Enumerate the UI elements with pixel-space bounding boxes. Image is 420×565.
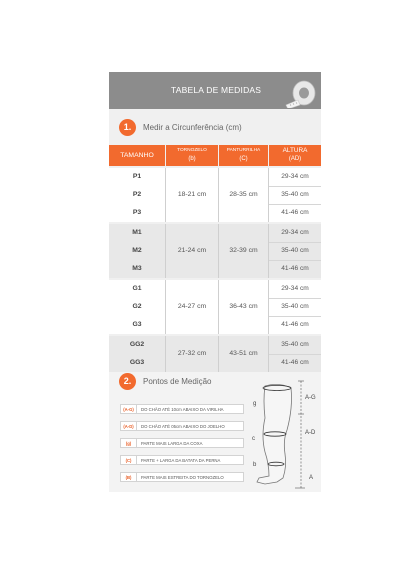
size-cell: GG3 (129, 359, 145, 366)
row-divider (269, 354, 321, 355)
size-cell: P2 (132, 191, 142, 198)
size-group (109, 168, 321, 222)
size-cell: GG2 (129, 341, 145, 348)
row-divider (269, 316, 321, 317)
height-cell: 41-46 cm (281, 359, 309, 366)
measurement-point-row (120, 455, 244, 465)
diagram-label-c: c (252, 436, 255, 442)
measurement-point-row (120, 404, 244, 414)
col-header-calf: PANTURRILHA (C) (219, 145, 268, 166)
row-divider (269, 260, 321, 261)
size-group (109, 280, 321, 334)
diagram-label-ad: A-D (305, 430, 316, 436)
calf-cell: 32-39 cm (229, 247, 258, 254)
measuring-tape-icon (284, 76, 318, 108)
size-group (109, 224, 321, 278)
height-cell: 35-40 cm (281, 341, 309, 348)
ankle-cell: 21-24 cm (177, 247, 207, 254)
size-cell: P3 (132, 209, 142, 216)
diagram-label-b: b (253, 462, 257, 468)
height-cell: 35-40 cm (281, 191, 309, 198)
diagram-label-g: g (253, 401, 257, 407)
row-divider (269, 186, 321, 187)
point-code: (B) (121, 473, 137, 481)
col-header-height: ALTURA (AD) (269, 145, 321, 166)
point-description: DO CHÃO ATÉ 05cm ABAIXO DO JOELHO (141, 424, 225, 429)
col-header-size: TAMANHO (109, 145, 165, 166)
point-code: (A-D) (121, 422, 137, 430)
section-2-label: Pontos de Medição (143, 377, 212, 386)
height-cell: 29-34 cm (281, 173, 309, 180)
section-1-label: Medir a Circunferência (cm) (143, 123, 242, 132)
size-cell: P1 (132, 173, 142, 180)
size-cell: M1 (132, 229, 142, 236)
point-description: PARTE MAIS LARGA DA COXA (141, 441, 203, 446)
size-chart-card (109, 72, 321, 492)
chart-title: TABELA DE MEDIDAS (171, 85, 262, 95)
calf-cell: 36-43 cm (229, 303, 258, 310)
chart-header (109, 72, 321, 109)
ankle-cell: 18-21 cm (177, 191, 207, 198)
section-1-number: 1. (119, 119, 136, 136)
measurement-point-row (120, 472, 244, 482)
size-cell: G2 (132, 303, 142, 310)
diagram-label-a: A (309, 475, 314, 481)
ankle-cell: 27-32 cm (177, 350, 207, 357)
height-cell: 35-40 cm (281, 303, 309, 310)
point-description: DO CHÃO ATÉ 10cm ABAIXO DA VIRILHA (141, 407, 224, 412)
point-code: (g) (121, 439, 137, 447)
point-description: PARTE + LARGA DA BATATA DA PERNA (141, 458, 221, 463)
col-header-ankle: TORNOZELO (b) (166, 145, 218, 166)
row-divider (269, 298, 321, 299)
height-cell: 35-40 cm (281, 247, 309, 254)
height-cell: 41-46 cm (281, 265, 309, 272)
calf-cell: 43-51 cm (229, 350, 258, 357)
section-2-number: 2. (119, 373, 136, 390)
size-cell: M2 (132, 247, 142, 254)
point-code: (C) (121, 456, 137, 464)
measurement-point-row (120, 421, 244, 431)
row-divider (269, 204, 321, 205)
height-cell: 29-34 cm (281, 285, 309, 292)
ankle-cell: 24-27 cm (177, 303, 207, 310)
calf-cell: 28-35 cm (229, 191, 258, 198)
measurement-point-row (120, 438, 244, 448)
point-description: PARTE MAIS ESTREITA DO TORNOZELO (141, 475, 224, 480)
height-cell: 41-46 cm (281, 321, 309, 328)
size-group (109, 336, 321, 372)
size-cell: M3 (132, 265, 142, 272)
row-divider (269, 242, 321, 243)
height-cell: 41-46 cm (281, 209, 309, 216)
size-cell: G1 (132, 285, 142, 292)
point-code: (A-G) (121, 405, 137, 413)
height-cell: 29-34 cm (281, 229, 309, 236)
diagram-label-ag: A-G (305, 395, 316, 401)
size-cell: G3 (132, 321, 142, 328)
